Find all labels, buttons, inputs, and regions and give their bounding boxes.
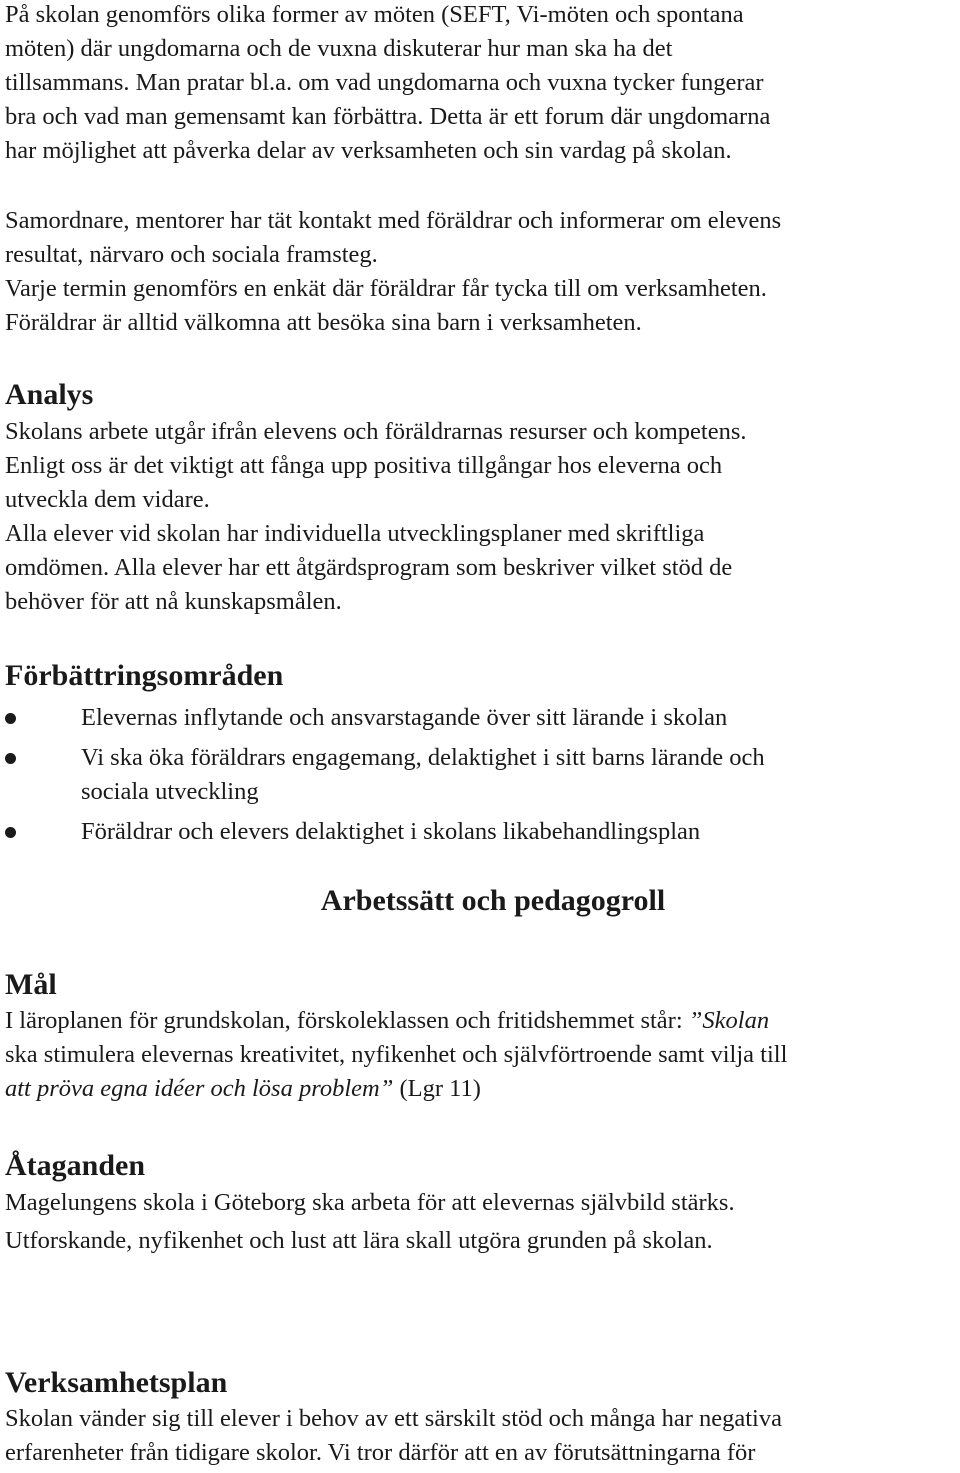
bullet-icon (5, 753, 16, 764)
list-item (5, 741, 957, 809)
text-line: Samordnare, mentorer har tät kontakt med föräldrar och informerar om elevens (5, 207, 782, 234)
list-item (5, 701, 957, 735)
analys-paragraph (5, 415, 957, 619)
text-line: Alla elever vid skolan har individuella utvecklingsplaner med skriftliga (5, 520, 705, 547)
text-line: På skolan genomförs olika former av möten (SEFT, Vi-möten och spontana (5, 1, 744, 28)
mal-paragraph (5, 1004, 960, 1106)
text-line: har möjlighet att påverka delar av verksamheten och sin vardag på skolan. (5, 137, 732, 164)
ataganden-heading: Åtaganden (5, 1149, 146, 1182)
quote-text: ”Skolan (688, 1007, 770, 1034)
intro-paragraph (5, 0, 957, 168)
list-item-text: Vi ska öka föräldrars engagemang, delaktighet i sitt barns lärande och (81, 744, 765, 771)
text-run: (Lgr 11) (393, 1075, 481, 1102)
text-line: bra och vad man gemensamt kan förbättra. Detta är ett forum där ungdomarna (5, 103, 771, 130)
text-line: Enligt oss är det viktigt att fånga upp positiva tillgångar hos eleverna och (5, 452, 723, 479)
text-line: Utforskande, nyfikenhet och lust att lära skall utgöra grunden på skolan. (5, 1227, 713, 1254)
improvement-list (5, 701, 957, 855)
text-line: Varje termin genomförs en enkät där föräldrar får tycka till om verksamheten. (5, 275, 767, 302)
list-item-text: Elevernas inflytande och ansvarstagande över sitt lärande i skolan (81, 704, 728, 731)
text-line: behöver för att nå kunskapsmålen. (5, 588, 342, 615)
verksamhetsplan-paragraph (5, 1402, 957, 1470)
text-line: tillsammans. Man pratar bl.a. om vad ungdomarna och vuxna tycker fungerar (5, 69, 764, 96)
parents-paragraph (5, 204, 957, 340)
text-line: Föräldrar är alltid välkomna att besöka sina barn i verksamheten. (5, 309, 642, 336)
text-line (5, 1004, 960, 1038)
text-line: omdömen. Alla elever har ett åtgärdsprogram som beskriver vilket stöd de (5, 554, 733, 581)
text-line: erfarenheter från tidigare skolor. Vi tror därför att en av förutsättningarna för (5, 1439, 756, 1466)
ataganden-paragraph (5, 1186, 957, 1258)
text-line: möten) där ungdomarna och de vuxna diskuterar hur man ska ha det (5, 35, 673, 62)
quote-text: att pröva egna idéer och lösa problem” (5, 1075, 394, 1102)
list-item-text: Föräldrar och elevers delaktighet i skolans likabehandlingsplan (81, 818, 701, 845)
arbetssatt-heading: Arbetssätt och pedagogroll (320, 884, 666, 917)
bullet-icon (5, 713, 16, 724)
analys-heading: Analys (5, 378, 94, 411)
verksamhetsplan-heading: Verksamhetsplan (5, 1366, 228, 1399)
text-line: Magelungens skola i Göteborg ska arbeta för att elevernas självbild stärks. (5, 1189, 735, 1216)
text-line (5, 1072, 960, 1106)
text-line: Skolan vänder sig till elever i behov av ett särskilt stöd och många har negativa (5, 1405, 782, 1432)
text-line: utveckla dem vidare. (5, 486, 210, 513)
list-item-text-continued: sociala utveckling (81, 778, 259, 805)
text-run: I läroplanen för grundskolan, förskoleklassen och fritidshemmet står: (5, 1007, 689, 1034)
text-line: Skolans arbete utgår ifrån elevens och föräldrarnas resurser och kompetens. (5, 418, 747, 445)
list-item (5, 815, 957, 849)
mal-heading: Mål (5, 968, 57, 1001)
forbattringsomraden-heading: Förbättringsområden (5, 659, 284, 692)
bullet-icon (5, 827, 16, 838)
text-line: resultat, närvaro och sociala framsteg. (5, 241, 378, 268)
text-line: ska stimulera elevernas kreativitet, nyfikenhet och självförtroende samt vilja till (5, 1041, 788, 1068)
